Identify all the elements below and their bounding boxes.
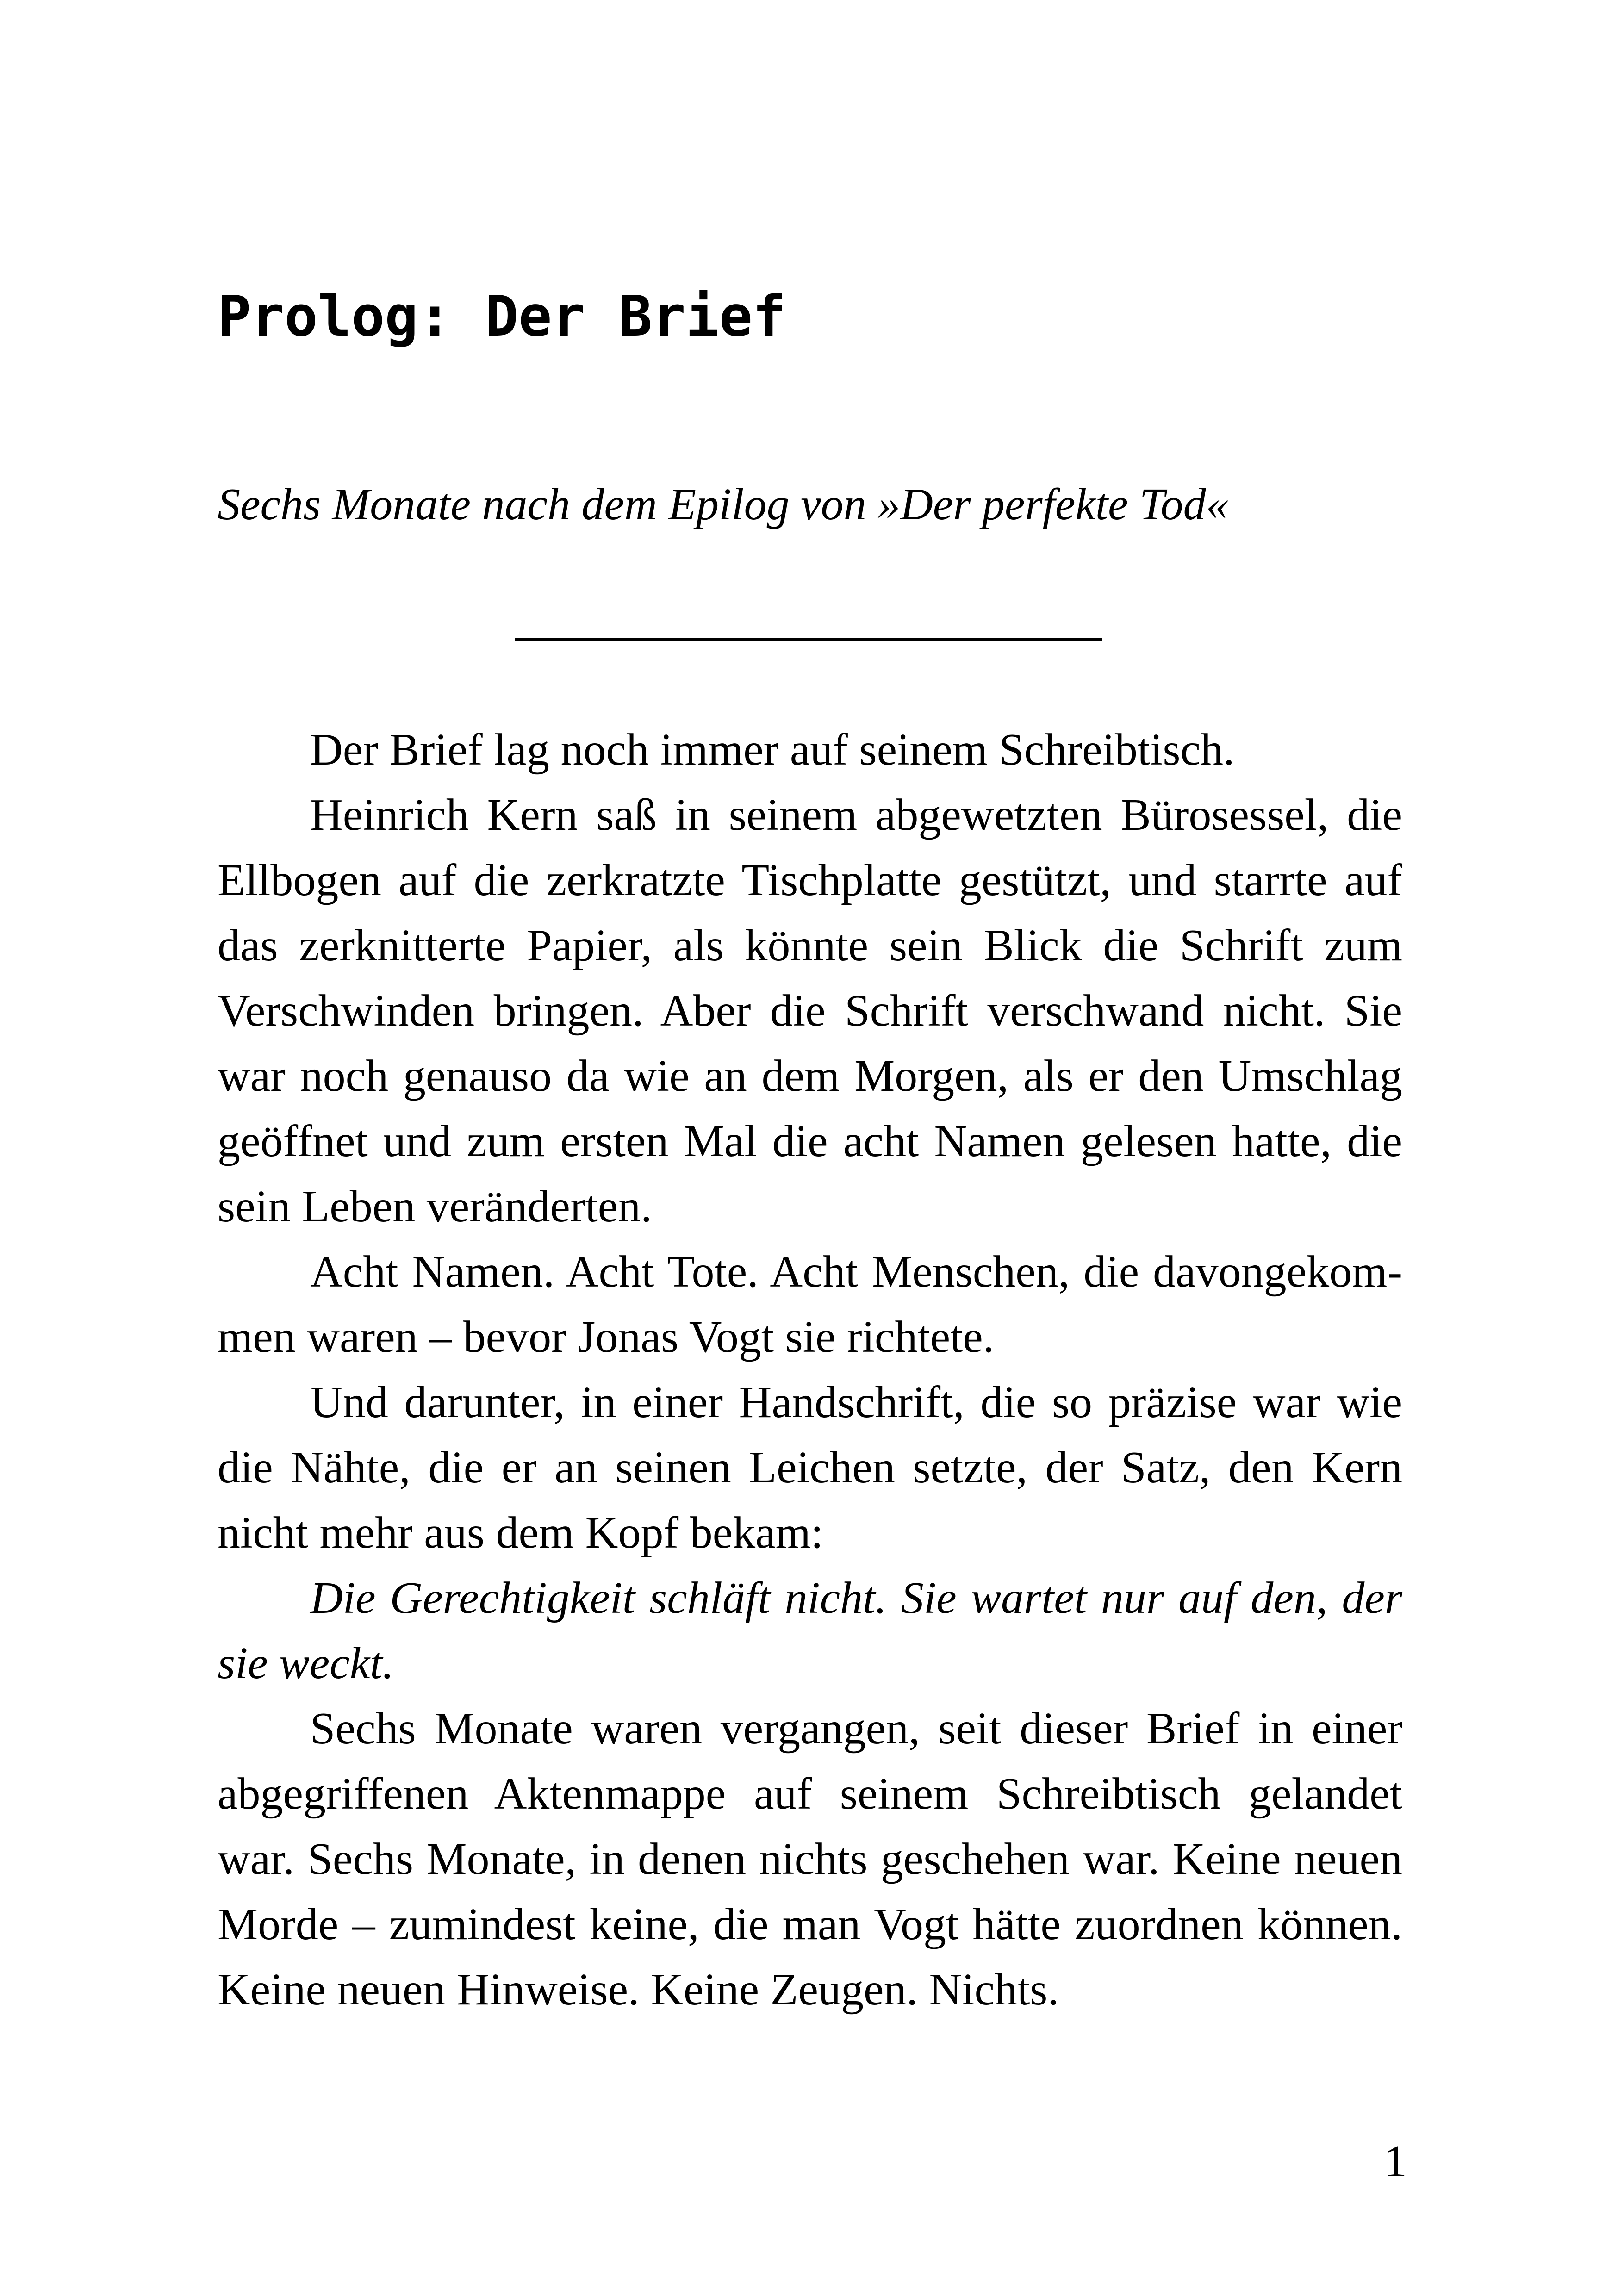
quoted-sentence: Die Gerechtigkeit schläft nicht. Sie wartet nur auf den, der sie weckt. xyxy=(218,1573,1402,1688)
paragraph: Acht Namen. Acht Tote. Acht Menschen, die davongekommen waren – bevor Jonas Vogt sie richtete. xyxy=(218,1247,1402,1362)
paragraph: Und darunter, in einer Handschrift, die so präzise war wie die Nähte, die er an seinen Leichen setzte, der Satz, den Kern nicht mehr aus dem Kopf bekam: xyxy=(218,1377,1402,1558)
paragraph: Heinrich Kern saß in seinem abgewetzten Bürosessel, die Ellbogen auf die zerkratzte Tischplatte gestützt, und starrte auf das zerknitterte Papier, als könnte sein Blick die Schrift zum Verschwinden bringen. Aber die Schrift verschwand nicht. Sie war noch genauso da wie an dem Morgen, als er den Umschlag geöffnet und zum ersten Mal die acht Namen gelesen hatte, die sein Leben veränderten. xyxy=(218,790,1402,1232)
paragraph: Der Brief lag noch immer auf seinem Schreibtisch. xyxy=(310,725,1235,775)
section-divider xyxy=(515,638,1102,641)
chapter-body xyxy=(218,717,1402,2022)
page-number: 1 xyxy=(1384,2136,1407,2186)
chapter-subtitle: Sechs Monate nach dem Epilog von »Der perfekte Tod« xyxy=(218,479,1229,529)
paragraph: Sechs Monate waren vergangen, seit dieser Brief in einer abgegriffenen Aktenmappe auf seinem Schreibtisch gelandet war. Sechs Monate, in denen nichts geschehen war. Keine neuen Morde – zumindest keine, die man Vogt hätte zuordnen können. Keine neuen Hinweise. Keine Zeugen. Nichts. xyxy=(218,1704,1402,2015)
chapter-title: Prolog: Der Brief xyxy=(218,285,786,349)
